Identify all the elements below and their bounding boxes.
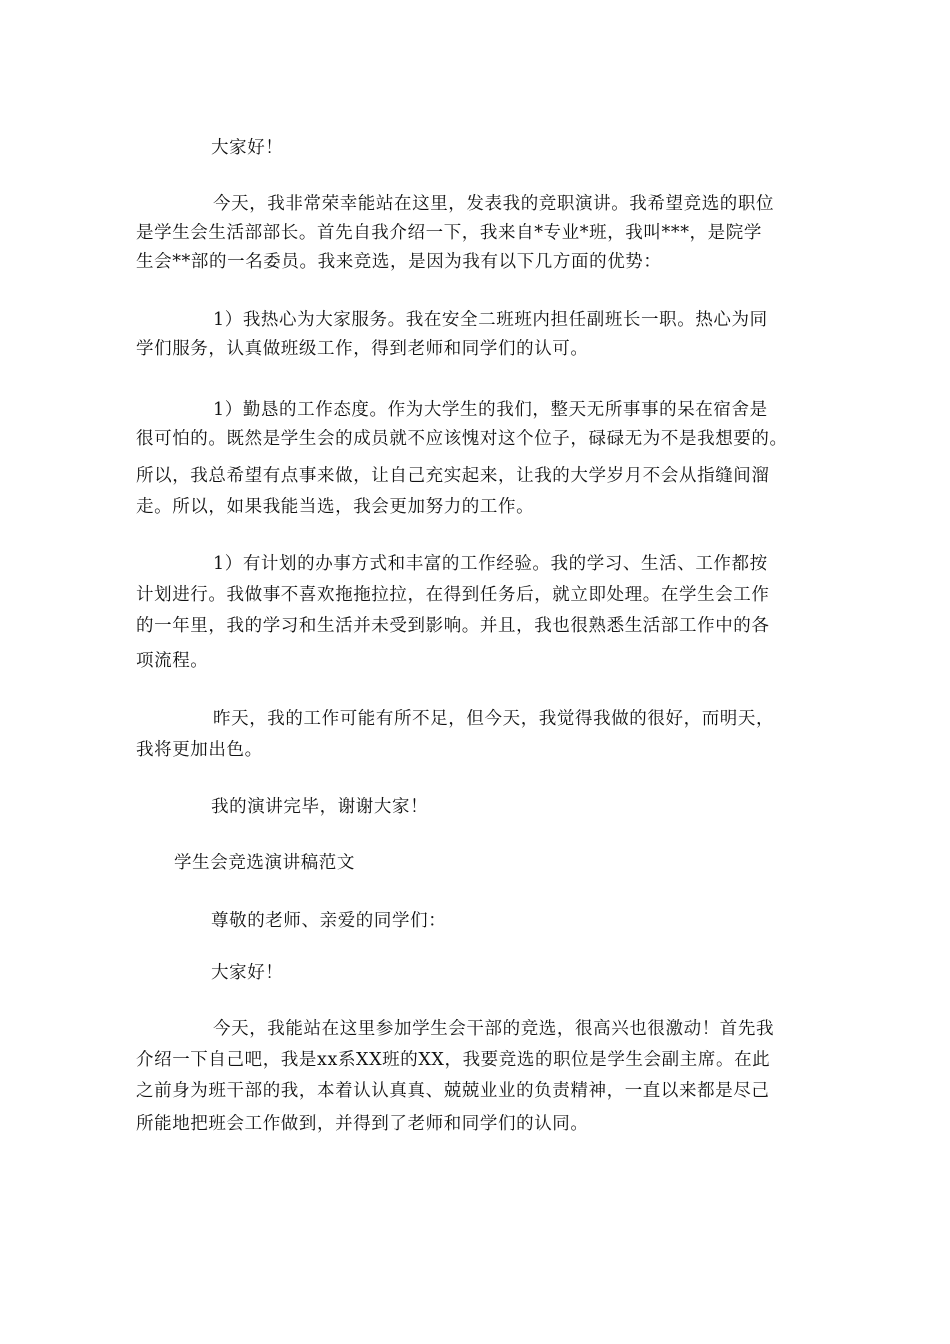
text-line: 我将更加出色。 (136, 740, 263, 760)
text-line: 尊敬的老师、亲爱的同学们： (211, 911, 447, 931)
section-title: 学生会竞选演讲稿范文 (174, 853, 355, 873)
text-line: 的一年里，我的学习和生活并未受到影响。并且，我也很熟悉生活部工作中的各 (136, 616, 770, 636)
text-line: 大家好！ (211, 138, 284, 158)
text-line: 走。所以，如果我能当选，我会更加努力的工作。 (136, 497, 535, 517)
text-line: 所以，我总希望有点事来做，让自己充实起来，让我的大学岁月不会从指缝间溜 (136, 466, 770, 486)
text-line: 我的演讲完毕，谢谢大家！ (211, 797, 429, 817)
text-line: 1）勤恳的工作态度。作为大学生的我们，整天无所事事的呆在宿舍是 (213, 400, 768, 420)
text-line: 昨天，我的工作可能有所不足，但今天，我觉得我做的很好，而明天， (213, 709, 775, 729)
text-line: 很可怕的。既然是学生会的成员就不应该愧对这个位子，碌碌无为不是我想要的。 (136, 429, 788, 449)
text-line: 今天，我能站在这里参加学生会干部的竞选，很高兴也很激动！首先我 (213, 1019, 775, 1039)
text-line: 计划进行。我做事不喜欢拖拖拉拉，在得到任务后，就立即处理。在学生会工作 (136, 585, 770, 605)
text-line: 所能地把班会工作做到，并得到了老师和同学们的认同。 (136, 1114, 589, 1134)
text-line: 学们服务，认真做班级工作，得到老师和同学们的认可。 (136, 339, 589, 359)
text-line: 大家好！ (211, 963, 284, 983)
text-line: 介绍一下自己吧，我是xx系XX班的XX，我要竞选的职位是学生会副主席。在此 (136, 1050, 771, 1070)
text-line: 生会**部的一名委员。我来竞选，是因为我有以下几方面的优势： (136, 252, 662, 272)
text-line: 1）有计划的办事方式和丰富的工作经验。我的学习、生活、工作都按 (213, 554, 768, 574)
text-line: 之前身为班干部的我，本着认认真真、兢兢业业的负责精神，一直以来都是尽己 (136, 1081, 770, 1101)
text-line: 项流程。 (136, 651, 209, 671)
text-line: 是学生会生活部部长。首先自我介绍一下，我来自*专业*班，我叫***，是院学 (136, 223, 762, 243)
text-line: 今天，我非常荣幸能站在这里，发表我的竞职演讲。我希望竞选的职位 (213, 194, 775, 214)
text-line: 1）我热心为大家服务。我在安全二班班内担任副班长一职。热心为同 (213, 310, 768, 330)
